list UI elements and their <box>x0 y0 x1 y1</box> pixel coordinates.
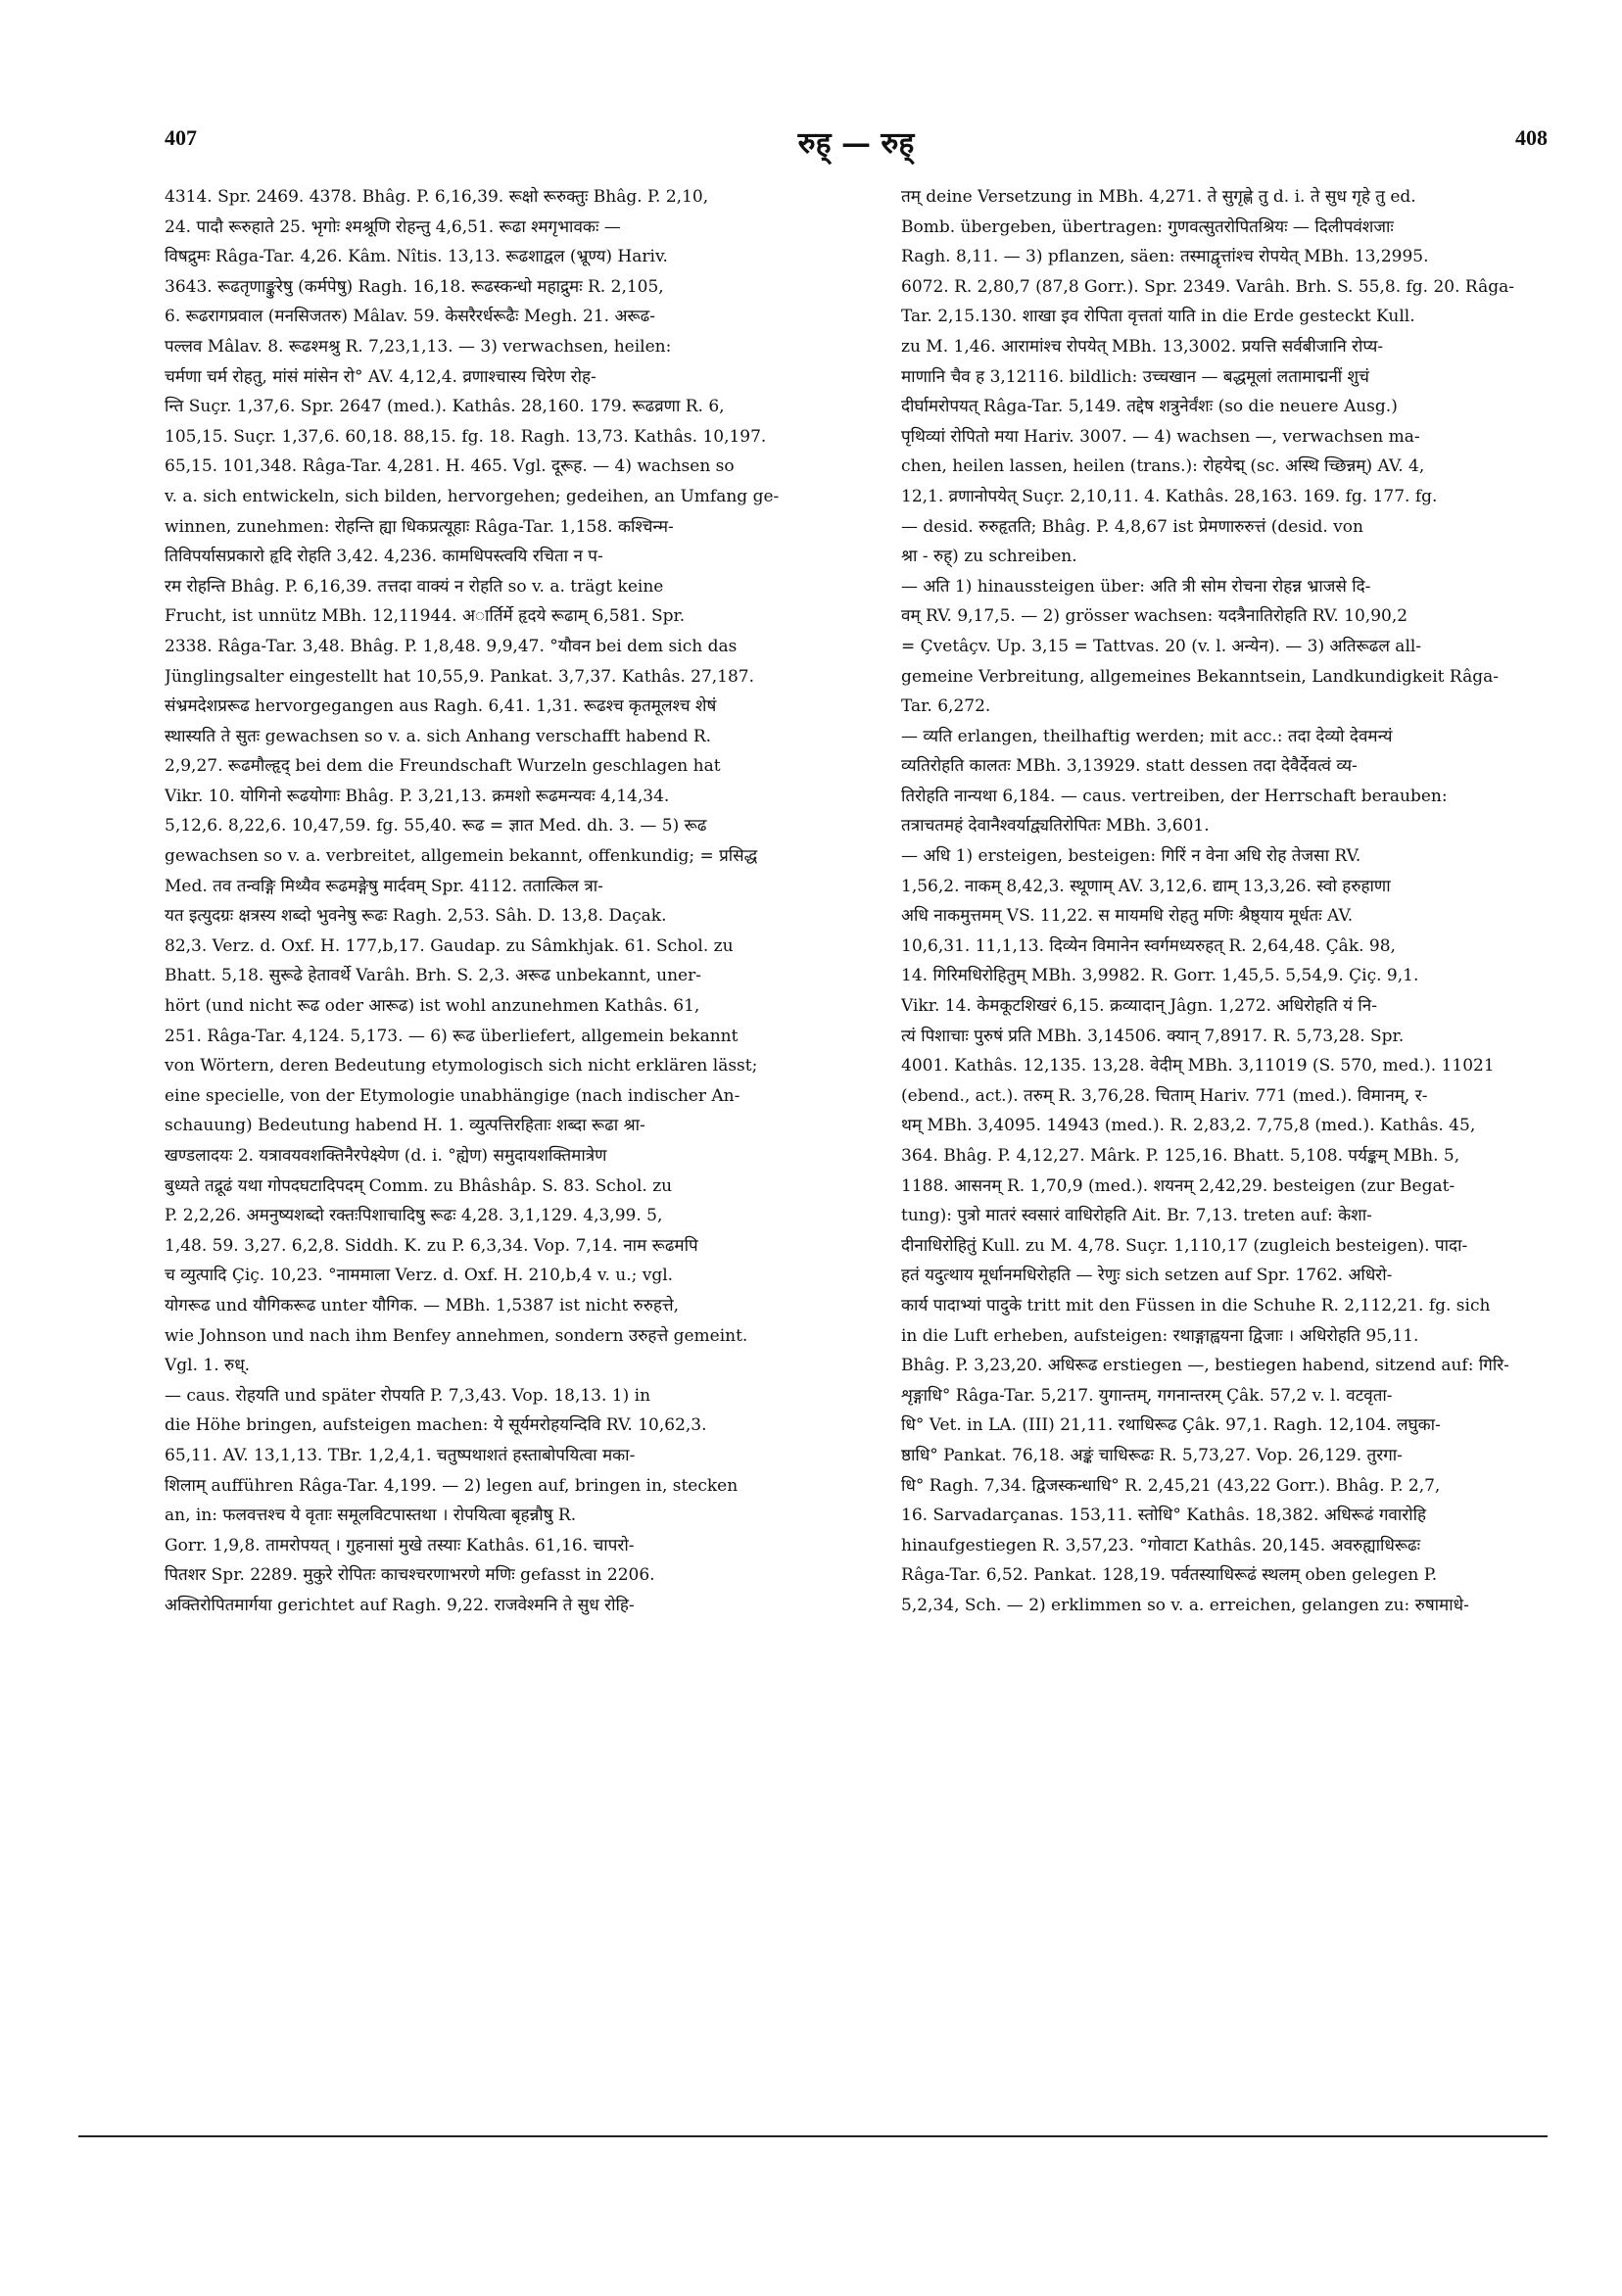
text-line: तत्राचतमहं देवानैश्वर्याद्व्यतिरोपितः MBh. 3,601. <box>901 816 1210 837</box>
text-line: 10,6,31. 11,1,13. दिव्येन विमानेन स्वर्गमध्यरुहत् R. 2,64,48. Çâk. 98, <box>901 935 1396 956</box>
text-line: Bhatt. 5,18. सुरूढे हेतावर्थे Varâh. Brh. S. 2,3. अरूढ unbekannt, uner- <box>165 966 701 986</box>
text-line: व्यतिरोहति कालतः MBh. 3,13929. statt dessen तदा देवैर्देवत्वं व्य- <box>901 756 1358 777</box>
text-line: tung): पुत्रो मातरं स्वसारं वाधिरोहति Ait. Br. 7,13. treten auf: केशा- <box>901 1206 1372 1226</box>
text-line: in die Luft erheben, aufsteigen: रथाङ्गाह्वयना द्विजाः । अधिरोहति 95,11. <box>901 1325 1419 1346</box>
text-line: — caus. रोहयति und später रोपयति P. 7,3,43. Vop. 18,13. 1) in <box>165 1385 651 1406</box>
text-line: hinaufgestiegen R. 3,57,23. °गोवाटा Kathâs. 20,145. अवरुह्याधिरूढः <box>901 1535 1421 1555</box>
text-line: धि° Vet. in LA. (III) 21,11. रथाधिरूढ Çâk. 97,1. Ragh. 12,104. लघुका- <box>901 1415 1441 1436</box>
text-line: माणानि चैव ह 3,12116. bildlich: उच्चखान — बद्धमूलां लतामाद्मनीं शुचं <box>901 366 1369 387</box>
text-line: खण्डलादयः 2. यत्रावयवशक्तिनैरपेक्ष्येण (d. i. °ह्येण) समुदायशक्तिमात्रेण <box>165 1146 607 1166</box>
text-line: न्ति Suçr. 1,37,6. Spr. 2647 (med.). Kathâs. 28,160. 179. रूढव्रणा R. 6, <box>165 397 725 417</box>
text-line: = Çvetâçv. Up. 3,15 = Tattvas. 20 (v. l. अन्येन). — 3) अतिरूढल all- <box>901 636 1422 656</box>
text-line: संभ्रमदेशप्ररूढ hervorgegangen aus Ragh. 6,41. 1,31. रूढश्च कृतमूलश्च शेषं <box>165 696 717 717</box>
text-line: winnen, zunehmen: रोहन्ति ह्या धिकप्रत्यूहाः Râga-Tar. 1,158. कश्चिन्म- <box>165 516 674 537</box>
text-line: 251. Râga-Tar. 4,124. 5,173. — 6) रूढ überliefert, allgemein bekannt <box>165 1026 739 1046</box>
text-line: पल्लव Mâlav. 8. रूढश्मश्रु R. 7,23,1,13. — 3) verwachsen, heilen: <box>165 336 672 357</box>
text-line: 364. Bhâg. P. 4,12,27. Mârk. P. 125,16. Bhatt. 5,108. पर्यङ्कम् MBh. 5, <box>901 1146 1460 1166</box>
text-line: Gorr. 1,9,8. तामरोपयत् । गुहनासां मुखे तस्याः Kathâs. 61,16. चापरो- <box>165 1535 635 1555</box>
text-line: Vikr. 14. केमकूटशिखरं 6,15. क्रव्यादान् Jâgn. 1,272. अधिरोहति यं नि- <box>901 996 1377 1017</box>
text-line: विषद्रुमः Râga-Tar. 4,26. Kâm. Nîtis. 13,13. रूढशाद्वल (भ्रूण्य) Hariv. <box>165 247 668 267</box>
text-line: 65,15. 101,348. Râga-Tar. 4,281. H. 465. Vgl. दूरूह. — 4) wachsen so <box>165 456 735 477</box>
text-line: त्यं पिशाचाः पुरुषं प्रति MBh. 3,14506. क्यान् 7,8917. R. 5,73,28. Spr. <box>901 1026 1405 1046</box>
text-line: दीर्घामरोपयत् Râga-Tar. 5,149. तद्देष शत्रुनेर्वंशः (so die neuere Ausg.) <box>901 397 1398 417</box>
page-number-left: 407 <box>165 125 197 150</box>
text-line: Frucht, ist unnütz MBh. 12,11944. अार्तिर्मे हृदये रूढाम् 6,581. Spr. <box>165 606 686 627</box>
text-line: रम रोहन्ति Bhâg. P. 6,16,39. तत्तदा वाक्यं न रोहति so v. a. trägt keine <box>165 576 664 597</box>
text-line: von Wörtern, deren Bedeutung etymologisch sich nicht erklären lässt; <box>165 1056 758 1076</box>
text-line: 24. पादौ रूरुहाते 25. भृगोः श्मश्रूणि रोहन्तु 4,6,51. रूढा श्मगृभावकः — <box>165 216 621 237</box>
text-line: 16. Sarvadarçanas. 153,11. स्तोधि° Kathâs. 18,382. अधिरूढं गवारोहि <box>901 1506 1427 1526</box>
text-line: 105,15. Suçr. 1,37,6. 60,18. 88,15. fg. 18. Ragh. 13,73. Kathâs. 10,197. <box>165 426 767 447</box>
text-line: 2338. Râga-Tar. 3,48. Bhâg. P. 1,8,48. 9,9,47. °यौवन bei dem sich das <box>165 636 738 656</box>
text-line: योगरूढ und यौगिकरूढ unter यौगिक. — MBh. 1,5387 ist nicht रुरुहत्ते, <box>165 1295 680 1315</box>
right-column <box>901 182 1575 2092</box>
text-line: 65,11. AV. 13,1,13. TBr. 1,2,4,1. चतुष्पथाशतं हस्ताबोपयित्वा मका- <box>165 1445 636 1465</box>
text-line: zu M. 1,46. आरामांश्च रोपयेत् MBh. 13,3002. प्रयत्ति सर्वबीजानि रोप्य- <box>901 336 1384 357</box>
text-line: तिविपर्यासप्रकारो हृदि रोहति 3,42. 4,236. कामधिपस्त्वयि रचिता न प- <box>165 547 603 567</box>
text-line: दीनाधिरोहितुं Kull. zu M. 4,78. Suçr. 1,110,17 (zugleich besteigen). पादा- <box>901 1235 1468 1256</box>
page-number-right: 408 <box>1515 125 1548 150</box>
text-line: 3643. रूढतृणाङ्कुरेषु (कर्मपेषु) Ragh. 16,18. रूढस्कन्धो महाद्रुमः R. 2,105, <box>165 276 664 297</box>
text-line: पितशर Spr. 2289. मुकुरे रोपितः काचश्चरणाभरणे मणिः gefasst in 2206. <box>165 1565 655 1586</box>
text-line: तम् deine Versetzung in MBh. 4,271. ते सुगृह्णे तु d. i. ते सुध गृहे तु ed. <box>901 187 1416 207</box>
text-line: वम् RV. 9,17,5. — 2) grösser wachsen: यदत्रैनातिरोहति RV. 10,90,2 <box>901 606 1408 627</box>
text-line: 4314. Spr. 2469. 4378. Bhâg. P. 6,16,39. रूक्षो रूरुक्तुः Bhâg. P. 2,10, <box>165 187 709 207</box>
text-line: 1,56,2. नाकम् 8,42,3. स्थूणाम् AV. 3,12,6. द्याम् 13,3,26. स्वो हरुहाणा <box>901 876 1391 896</box>
text-line: तिरोहति नान्यथा 6,184. — caus. vertreiben, der Herrschaft berauben: <box>901 786 1448 806</box>
text-line: Vgl. 1. रुध्. <box>165 1356 251 1376</box>
text-line: 6072. R. 2,80,7 (87,8 Gorr.). Spr. 2349. Varâh. Brh. S. 55,8. fg. 20. Râga- <box>901 276 1515 297</box>
text-line: schauung) Bedeutung habend H. 1. व्युत्पत्तिरहिताः शब्दा रूढा श्रा- <box>165 1116 645 1136</box>
text-line: hört (und nicht रूढ oder आरूढ) ist wohl anzunehmen Kathâs. 61, <box>165 996 700 1017</box>
text-line: Râga-Tar. 6,52. Pankat. 128,19. पर्वतस्याधिरूढं स्थलम् oben gelegen P. <box>901 1565 1438 1586</box>
text-line: 5,2,34, Sch. — 2) erklimmen so v. a. erreichen, gelangen zu: रुषामाधे- <box>901 1595 1469 1615</box>
text-line: — अधि 1) ersteigen, besteigen: गिरिं न वेना अधि रोह तेजसा RV. <box>901 846 1361 867</box>
text-line: — व्यति erlangen, theilhaftig werden; mit acc.: तदा देव्यो देवमन्यं <box>901 726 1393 746</box>
text-line: Jünglingsalter eingestellt hat 10,55,9. Pankat. 3,7,37. Kathâs. 27,187. <box>165 666 755 687</box>
text-line: wie Johnson und nach ihm Benfey annehmen, sondern उरुहत्ते gemeint. <box>165 1325 748 1346</box>
text-line: gewachsen so v. a. verbreitet, allgemein bekannt, offenkundig; = प्रसिद्ध <box>165 846 758 867</box>
text-line: चर्मणा चर्म रोहतु, मांसं मांसेन रो° AV. 4,12,4. व्रणाश्चास्य चिरेण रोह- <box>165 366 596 387</box>
text-line: — desid. रुरुहृतति; Bhâg. P. 4,8,67 ist प्रेमणारुरुत्तं (desid. von <box>901 516 1363 537</box>
text-line: Ragh. 8,11. — 3) pflanzen, säen: तस्माद्वृत्तांश्च रोपयेत् MBh. 13,2995. <box>901 247 1429 267</box>
text-line: — अति 1) hinaussteigen über: अति त्री सोम रोचना रोहन्न भ्राजसे दि- <box>901 576 1371 597</box>
text-line: Tar. 6,272. <box>901 696 991 717</box>
text-line: v. a. sich entwickeln, sich bilden, hervorgehen; gedeihen, an Umfang ge- <box>165 486 780 506</box>
text-line: die Höhe bringen, aufsteigen machen: ये सूर्यमरोहयन्दिवि RV. 10,62,3. <box>165 1415 707 1436</box>
text-line: Bomb. übergeben, übertragen: गुणवत्सुतरोपितश्रियः — दिलीपवंशजाः <box>901 216 1394 237</box>
text-line: Tar. 2,15.130. शाखा इव रोपिता वृत्ततां याति in die Erde gesteckt Kull. <box>901 307 1415 327</box>
text-line: gemeine Verbreitung, allgemeines Bekanntsein, Landkundigkeit Râga- <box>901 666 1499 687</box>
text-line: P. 2,2,26. अमनुष्यशब्दो रक्तःपिशाचादिषु रूढः 4,28. 3,1,129. 4,3,99. 5, <box>165 1206 663 1226</box>
text-line: अक्तिरोपितमार्गया gerichtet auf Ragh. 9,22. राजवेश्मनि ते सुध रोहि- <box>165 1595 635 1615</box>
text-line: स्थास्यति ते सुतः gewachsen so v. a. sich Anhang verschafft habend R. <box>165 726 712 746</box>
text-line: पृथिव्यां रोपितो मया Hariv. 3007. — 4) wachsen —, verwachsen ma- <box>901 426 1420 447</box>
footer-rule <box>78 2135 1548 2137</box>
text-line: (ebend., act.). तरुम् R. 3,76,28. चिताम् Hariv. 771 (med.). विमानम्, र- <box>901 1085 1428 1106</box>
text-line: 1,48. 59. 3,27. 6,2,8. Siddh. K. zu P. 6,3,34. Vop. 7,14. नाम रूढमपि <box>165 1235 698 1256</box>
text-line: 82,3. Verz. d. Oxf. H. 177,b,17. Gaudap. zu Sâmkhjak. 61. Schol. zu <box>165 935 734 956</box>
text-line: Vikr. 10. योगिनो रूढयोगाः Bhâg. P. 3,21,13. क्रमशो रूढमन्यवः 4,14,34. <box>165 786 670 806</box>
text-line: 1188. आसनम् R. 1,70,9 (med.). शयनम् 2,42,29. besteigen (zur Begat- <box>901 1175 1455 1196</box>
text-line: an, in: फलवत्तश्च ये वृताः समूलविटपास्तथा । रोपयित्वा बृहन्नौषु R. <box>165 1506 577 1526</box>
text-line: धि° Ragh. 7,34. द्विजस्कन्धाधि° R. 2,45,21 (43,22 Gorr.). Bhâg. P. 2,7, <box>901 1475 1441 1496</box>
text-line: 6. रूढरागप्रवाल (मनसिजतरु) Mâlav. 59. केसरैरर्धरूढैः Megh. 21. अरूढ- <box>165 307 655 327</box>
text-line: eine specielle, von der Etymologie unabhängige (nach indischer An- <box>165 1085 740 1106</box>
text-line: बुध्यते तद्रूढं यथा गोपदघटादिपदम् Comm. zu Bhâshâp. S. 83. Schol. zu <box>165 1175 673 1196</box>
text-line: 5,12,6. 8,22,6. 10,47,59. fg. 55,40. रूढ = ज्ञात Med. dh. 3. — 5) रूढ <box>165 816 707 837</box>
text-line: शृङ्गाधि° Râga-Tar. 5,217. युगान्तम्, गगनान्तरम् Çâk. 57,2 v. l. वटवृता- <box>901 1385 1393 1406</box>
left-column <box>165 182 838 2092</box>
page-header <box>165 125 1548 165</box>
text-line: यत इत्युदग्रः क्षत्रस्य शब्दो भुवनेषु रूढः Ragh. 2,53. Sâh. D. 13,8. Daçak. <box>165 906 667 927</box>
text-line: 4001. Kathâs. 12,135. 13,28. वेदीम् MBh. 3,11019 (S. 570, med.). 11021 <box>901 1056 1495 1076</box>
text-line: 14. गिरिमधिरोहितुम् MBh. 3,9982. R. Gorr. 1,45,5. 5,54,9. Çiç. 9,1. <box>901 966 1419 986</box>
running-headword: रुह् — रुह् <box>797 126 915 161</box>
text-line: कार्य पादाभ्यां पादुके tritt mit den Füssen in die Schuhe R. 2,112,21. fg. sich <box>901 1295 1491 1315</box>
text-line: थम् MBh. 3,4095. 14943 (med.). R. 2,83,2. 7,75,8 (med.). Kathâs. 45, <box>901 1116 1476 1136</box>
text-line: च व्युत्पादि Çiç. 10,23. °नाममाला Verz. d. Oxf. H. 210,b,4 v. u.; vgl. <box>165 1266 674 1286</box>
text-line: अधि नाकमुत्तमम् VS. 11,22. स मायमधि रोहतु मणिः श्रैष्ठ्याय मूर्धतः AV. <box>901 906 1354 927</box>
text-line: Bhâg. P. 3,23,20. अधिरूढ erstiegen —, bestiegen habend, sitzend auf: गिरि- <box>901 1356 1509 1376</box>
text-line: 2,9,27. रूढमौल्हृद् bei dem die Freundschaft Wurzeln geschlagen hat <box>165 756 721 777</box>
text-line: श्रा - रुह्) zu schreiben. <box>901 547 1077 567</box>
text-line: ष्ठाधि° Pankat. 76,18. अङ्कं चाधिरूढः R. 5,73,27. Vop. 26,129. तुरगा- <box>901 1445 1403 1465</box>
text-line: हतं यदुत्थाय मूर्धानमधिरोहति — रेणुः sich setzen auf Spr. 1762. अधिरो- <box>901 1266 1393 1286</box>
text-line: 12,1. व्रणानोपयेत् Suçr. 2,10,11. 4. Kathâs. 28,163. 169. fg. 177. fg. <box>901 486 1438 506</box>
text-line: Med. तव तन्वङ्गि मिथ्यैव रूढमङ्गेषु मार्दवम् Spr. 4112. ततात्किल त्रा- <box>165 876 603 896</box>
text-line: शिलाम् aufführen Râga-Tar. 4,199. — 2) legen auf, bringen in, stecken <box>165 1475 739 1496</box>
text-line: chen, heilen lassen, heilen (trans.): रोहयेद्म् (sc. अस्थि च्छिन्नम्) AV. 4, <box>901 456 1425 477</box>
